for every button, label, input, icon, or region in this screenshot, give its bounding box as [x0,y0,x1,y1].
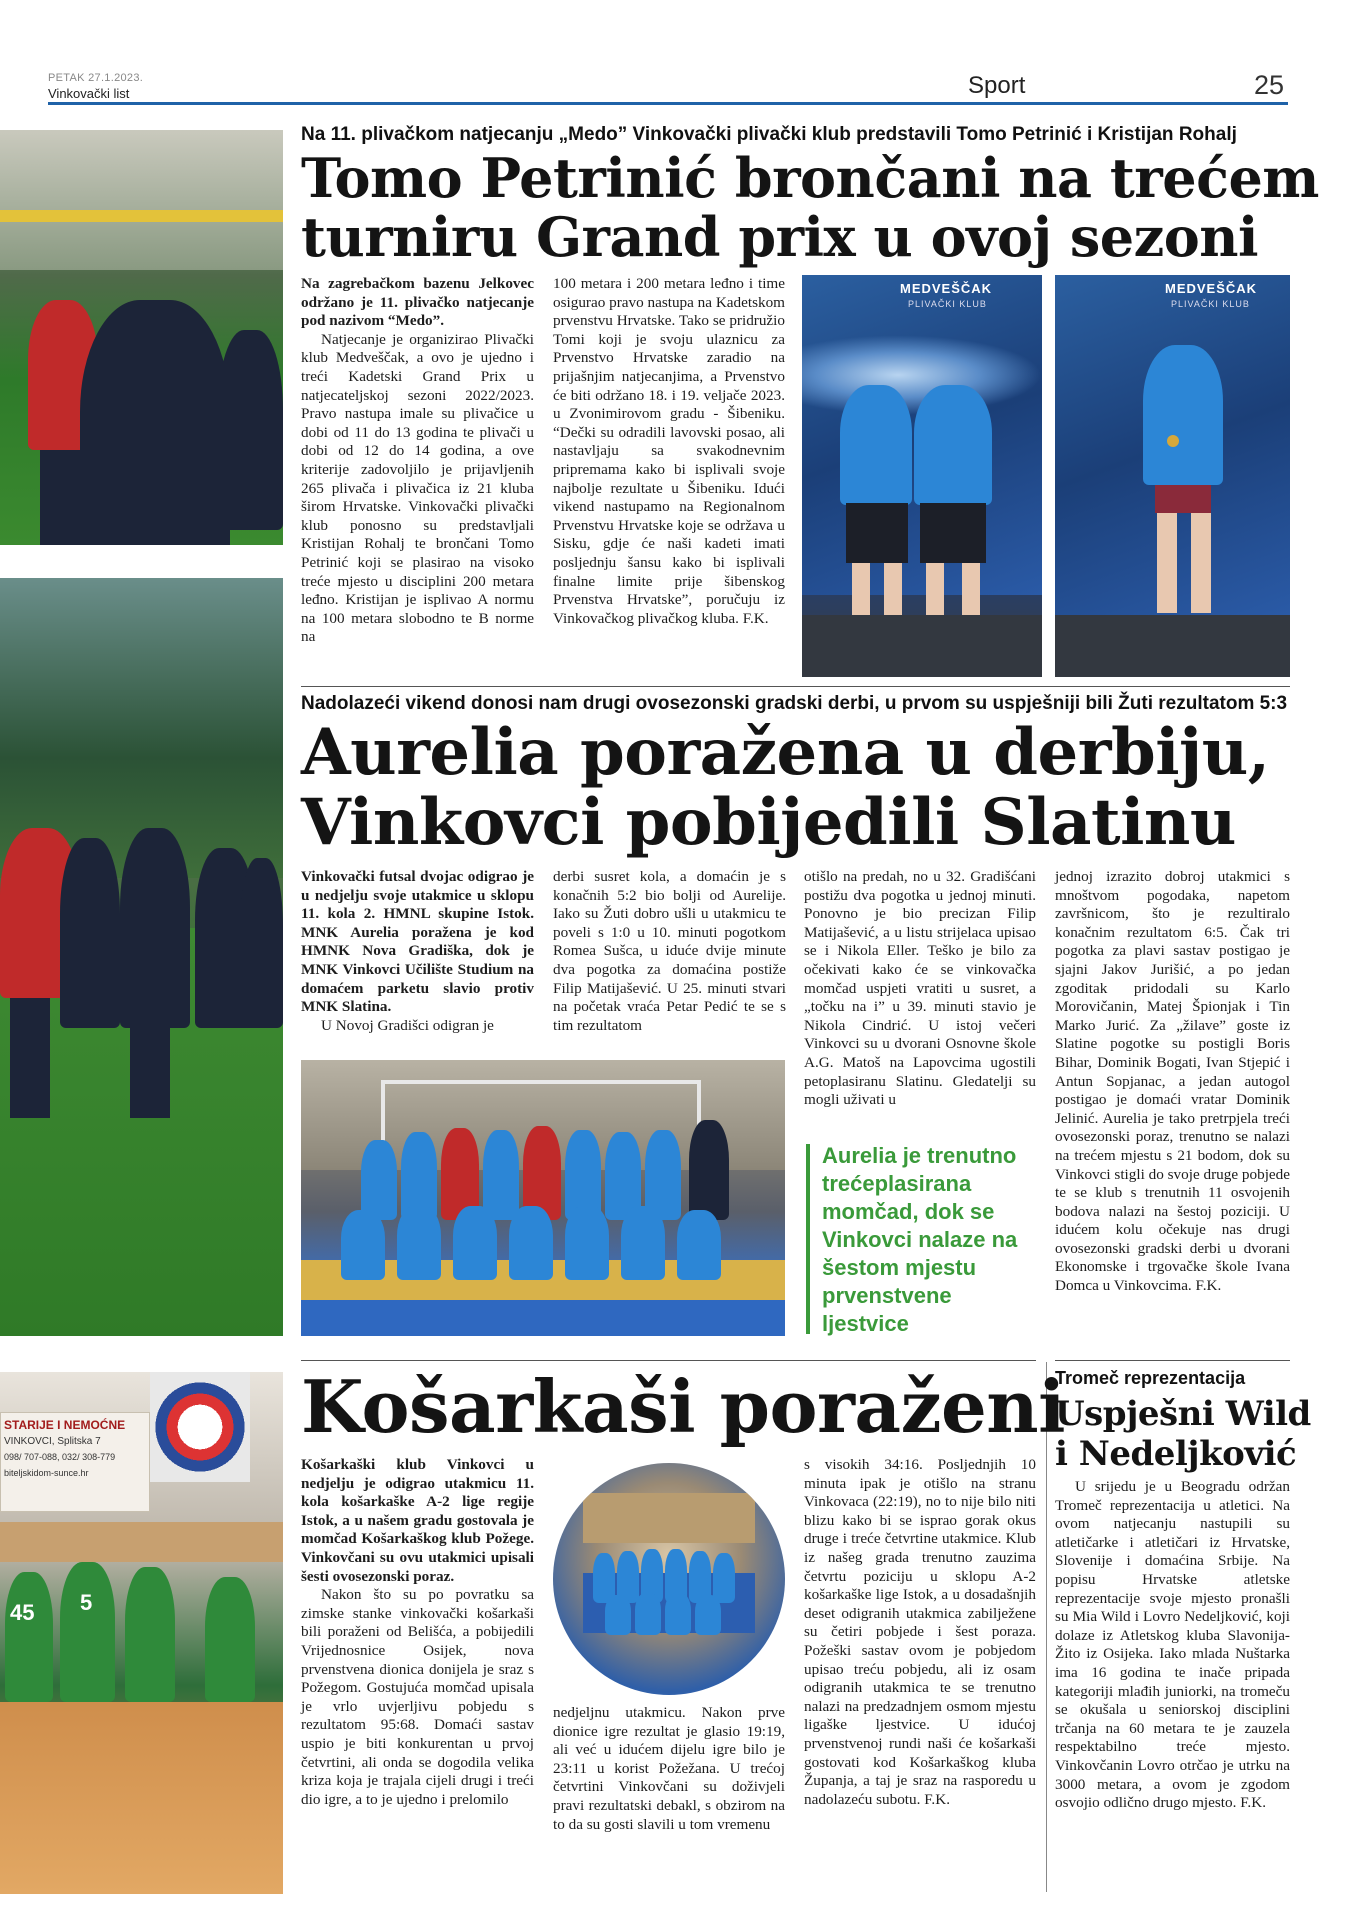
article4-headline-line1: Uspješni Wild [1055,1394,1311,1434]
article2-col4-body: jednoj izrazito dobroj utakmici s mnoštvom pogodaka, napetom završnicom, što je rezultiralo konačnim rezultatom 6:5. Čak tri pogotka za plavi sastav postigao je sjajni Jakov Jurišić, a po jedan zgoditak pridodali su Karlo Morovičanin, Matej Špionjak i Tin Marko Jurić. Za „žilave” goste iz Slatine pogotke su postigli Boris Bihar, Dominik Bogati, Ivan Stjepić i Antun Sopjanac, a jedan autogol postigao je domaći vratar Dominik Jelinić. Aurelia je tako pretrpjela treći ovosezonski poraz, trenutno se nalazi na trećem mjestu s 21 bodom, dok su Vinkovci stigli do svoje druge pobjede te se klub s trenutnih 11 osvojenih bodova nalazi na šestoj poziciji. U idućem kolu očekuje nas drugi ovosezonski gradski derbi u dvorani Ekonomske i trgovačke škole Ivana Domca u Vinkovcima. F.K. [1055,868,1290,1295]
article2-col3-body: otišlo na predah, no u 32. Gradišćani postižu dva pogotka u jednoj minuti. Ponovno je bio precizan Filip Matijašević, a u listu strijelaca upisao se i Nikola Eller. Teško je bilo za očekivati kako će se vinkovačka momčad uspjeti vratiti u susret, a „točku na i” u 39. minuti stavio je Nikola Cindrić. U istoj večeri Vinkovci su u dvorani Osnovne škole A.G. Matoš na Lapovcima ugostili petoplasiranu Slatinu. Gledatelji su mogli uživati u [804,868,1036,1109]
article1-headline-line1: Tomo Petrinić brončani na trećem [301,146,1319,210]
article3-column3 [804,1456,1036,1809]
sponsor-banner-line1: STARIJE I NEMOĆNE [4,1418,126,1432]
article4-column [1055,1478,1290,1813]
article2-col1-body: U Novoj Gradišci odigran je [321,1016,494,1034]
article2-column3 [804,868,1036,1110]
article3-col2-body: nedjeljnu utakmicu. Nakon prve dionice igre rezultat je glasio 19:19, ali već u idućem dijelu igre bilo je 23:11 u korist Požežana. U trećoj četvrtini Vinkovčani su doživjeli pravi rezultatski debakl, s obzirom na to da su gosti slavili u tom vremenu [553,1704,785,1833]
section-title: Sport [968,72,1026,99]
article1-headline-line2: turniru Grand prix u ovoj sezoni [301,205,1259,269]
issue-date: PETAK 27.1.2023. [48,72,144,84]
article3-col1-body: Nakon što su po povratku sa zimske stanke vinkovački košarkaši bili poraženi od Belišća, a pobijedili Vrijednosnice Osijek, nova prvenstvena dionica donijela je sraz s Požegom. Gostujuća momčad upisala je vrlo uvjerljivu pobjedu s rezultatom 95:68. Domaći sastav uspio je biti konkurentan u prvoj četvrtini, ali onda se dogodila velika kriza koja je trajala cijeli drugi i treći dio igre, a to je ujedno i prelomilo [301,1586,534,1808]
basketball-photo [0,1372,283,1894]
article4-kicker: Tromeč reprezentacija [1055,1368,1246,1388]
article2-col2-body: derbi susret kola, a domaćin je s konačnih 5:2 bio bolji od Aurelije. Iako su Žuti dobro ušli u utakmicu te poveli s 1:0 u 10. minuti pogotkom Romea Sušca, u iduće dvije minute dva pogotka za domaćina postiže Filip Matijašević. U 25. minuti stvari na početak vraća Petar Pedić te se s tim rezultatom [553,868,786,1034]
article4-headline-line2: i Nedeljković [1055,1434,1297,1474]
basketball-team-photo [553,1463,785,1695]
publication-name: Vinkovački list [48,86,130,101]
futsal-team-photo [301,1060,785,1336]
swimmer-banner-right: MEDVEŠČAK [1165,281,1258,296]
article2-column4 [1055,868,1290,1296]
article1-col2-body: 100 metara i 200 metara leđno i time osigurao pravo nastupa na Kadetskom prvenstvu Hrvatske. Tako se pridružio Tomi koji je svoju ulaznicu za Prvenstvo Hrvatske zaradio na prijašnjim natjecanjima, a Prvenstvo će biti održano 18. i 19. veljače 2023. u Zvonimirovom gradu - Šibeniku. “Dečki su odradili lavovski posao, ali nastavljaju sa svakodnevnim pripremama kako bi isplivali svoje najbolje rezultate u Šibeniku. Idući vikend nastupamo na Regionalnom Prvenstvu Hrvatske koje se održava u Sisku, gdje će naši kadeti imati posljednju šansu kako bi isplivali finalne limite prije šibenskog Prvenstva Hrvatske”, poručuju iz Vinkovačkog plivačkog kluba. F.K. [553,275,785,627]
swimmers-banner-left: MEDVEŠČAK [900,281,993,296]
article4-body: U srijedu je u Beogradu održan Tromeč reprezentacija u atletici. Na ovom natjecanju nastupili su atletičarke i atletičari iz Hrvatske, Slovenije i domaćina Srbije. Na popisu Hrvatske atletske reprezentacije svoje mjesto pronašli su Mia Wild i Lovro Nedeljković, koji dolaze iz Atletskog kluba Slavonija-Žito iz Osijeka. Iako mlada Nuštarka ima 16 godina te inače pripada kategoriji mlađih juniorki, na tromeču se okušala u seniorskoj disciplini trčanja na 60 metara te je zauzela respektabilno treće mjesto. Vinkovčanin Lovro otrčao je utrku na 3000 metara, a ovom je zgodom osvojio odlično drugo mjesto. F.K. [1055,1478,1290,1812]
article3-column2 [553,1704,785,1834]
swimmers-photo-left [802,275,1042,677]
pull-quote-bar [806,1144,810,1334]
article2-lead: Vinkovački futsal dvojac odigrao je u nedjelju svoje utakmice u sklopu 11. kola 2. HMNL skupine Istok. MNK Aurelia poražena je kod HMNK Nova Gradiška, dok je MNK Vinkovci Učilište Studium na domaćem parketu slavio protiv MNK Slatina. [301,868,534,1016]
article3-col3-body: s visokih 34:16. Posljednjih 10 minuta ipak je otišlo na stranu Vinkovaca (22:19), no to nije bilo niti blizu kako bi se isprao gorak okus druge i treće četvrtine utakmice. Klub iz našeg grada trenutno zauzima četvrtu poziciju u sklopu A-2 košarkaške lige Istok, a u dosadašnjih deset odigranih utakmica zabilježene su četiri pobjede i šest poraza. Požeški sastav ovom je pobjedom upisao treću pobjedu, ali iz osam odigranih utakmica te se trenutno nalazi na predzadnjem osmom mjestu ligaške ljestvice. U idućoj prvenstvenoj rundi naši će košarkaši gostovati kod Košarkaškog kluba Županja, a taj je sraz na rasporedu u nadolazeću subotu. F.K. [804,1456,1036,1808]
divider-3 [1055,1360,1290,1361]
training-photo-top [0,130,283,545]
divider-1 [301,686,1290,687]
swimmer-banner-right-sub: PLIVAČKI KLUB [1171,299,1250,309]
article3-lead: Košarkaški klub Vinkovci u nedjelju je odigrao utakmicu 11. kola košarkaške A-2 lige regije Istok, a u našem gradu gostovala je momčad Košarkaškog klub Požege. Vinkovčani su ovu utakmici upisali šesti ovosezonski poraz. [301,1456,534,1585]
pull-quote: Aurelia je trenutno trećeplasirana momčad, dok se Vinkovci nalaze na šestom mjestu prvenstvene ljestvice [822,1143,1018,1336]
jersey-number-mid: 5 [80,1590,93,1615]
article1-column2 [553,275,785,628]
article1-kicker: Na 11. plivačkom natjecanju „Medo” Vinkovački plivački klub predstavili Tomo Petrinić i Kristijan Rohalj [301,124,1237,145]
article2-headline-line2: Vinkovci pobijedili Slatinu [301,785,1236,860]
swimmers-banner-left-sub: PLIVAČKI KLUB [908,299,987,309]
article2-column2 [553,868,786,1035]
jersey-number-left: 45 [10,1600,35,1625]
header-rule [48,102,1288,105]
divider-2 [301,1360,1036,1361]
page-number: 25 [1254,70,1285,100]
sponsor-banner-line3: 098/ 707-088, 032/ 308-779 [4,1452,116,1462]
sponsor-banner-line4: biteljskidom-sunce.hr [4,1468,89,1478]
sponsor-banner-line2: VINKOVCI, Splitska 7 [4,1436,101,1447]
article3-column1 [301,1456,534,1809]
swimmer-photo-right [1055,275,1290,677]
article1-col1-body: Natjecanje je organizirao Plivački klub Medveščak, a ovo je ujedno i treći Kadetski Grand Prix u natjecateljskoj sezoni 2022/2023. Pravo nastupa imale su plivačice u dobi od 11 do 13 godina te plivači u dobi od 12 do 14 godina, a ove kriterije zadovoljilo je prijavljenih 265 plivača i plivačica iz 21 kluba širom Hrvatske. Vinkovački plivački klub ponosno su predstavljali Kristijan Rohalj te brončani Tomo Petrinić koji se plasirao na visoko treće mjesto u disciplini 200 metara leđno. Kristijan je isplivao A normu na 100 metara slobodno te B norme na [301,330,534,646]
article1-lead: Na zagrebačkom bazenu Jelkovec održano je 11. plivačko natjecanje pod nazivom “Medo”. [301,275,534,330]
article2-kicker: Nadolazeći vikend donosi nam drugi ovosezonski gradski derbi, u prvom su uspješniji bili Žuti rezultatom 5:3 [301,693,1288,714]
article2-headline-line1: Aurelia poražena u derbiju, [301,715,1270,790]
article2-column1 [301,868,534,1035]
article3-headline: Košarkaši poraženi [301,1364,1065,1449]
article1-column1 [301,275,534,647]
training-photo-middle [0,578,283,1336]
